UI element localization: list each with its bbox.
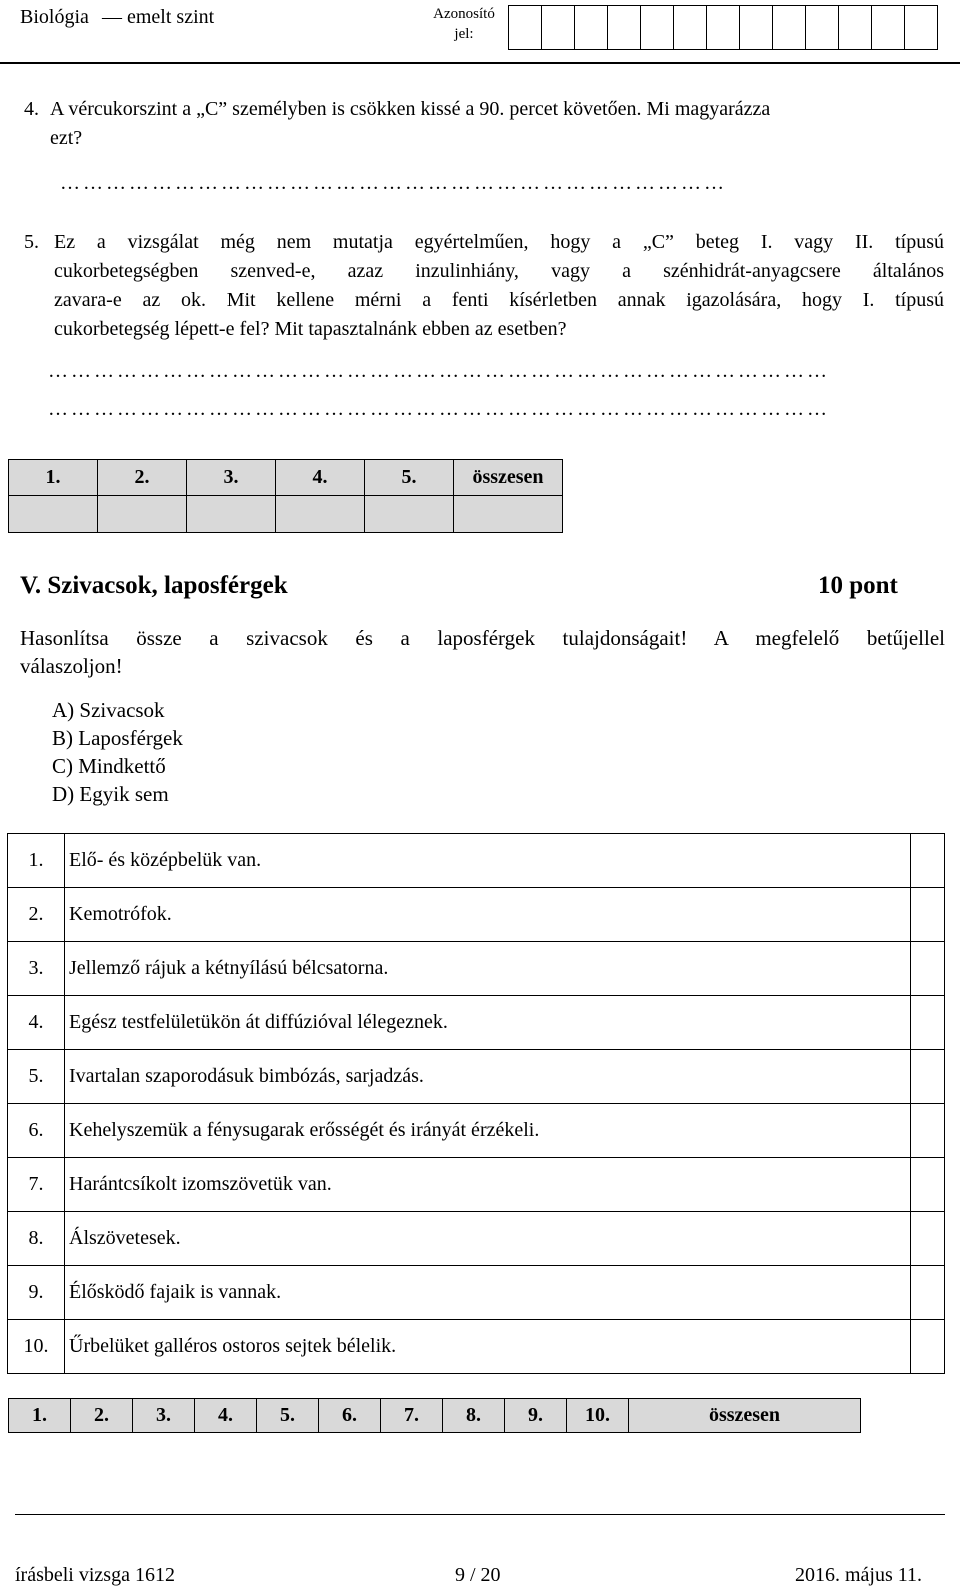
id-digit-box[interactable] — [508, 5, 542, 50]
section-points: 10 pont — [818, 572, 898, 599]
score-cell-header: 9. — [505, 1399, 567, 1433]
statement-row — [8, 1158, 945, 1212]
score-cell-header: 4. — [276, 460, 365, 496]
header-subject: Biológia — [20, 6, 89, 28]
footer-page: 9 / 20 — [455, 1564, 501, 1586]
id-digit-box[interactable] — [871, 5, 905, 50]
answer-cell[interactable] — [911, 888, 945, 942]
score-cell-header: összesen — [629, 1399, 861, 1433]
statement-row — [8, 1050, 945, 1104]
header-level: — emelt szint — [102, 6, 215, 28]
statement-row — [8, 1104, 945, 1158]
statement-number: 5. — [8, 1050, 65, 1104]
answer-cell[interactable] — [911, 1212, 945, 1266]
statement-text: Álszövetesek. — [65, 1212, 911, 1266]
question-4-line2: ezt? — [50, 127, 83, 149]
answer-cell[interactable] — [911, 834, 945, 888]
score-cell-header: 2. — [98, 460, 187, 496]
id-digit-box[interactable] — [706, 5, 740, 50]
statement-row — [8, 1320, 945, 1374]
option-b: B) Laposférgek — [52, 726, 183, 750]
answer-cell[interactable] — [911, 1050, 945, 1104]
statement-text: Jellemző rájuk a kétnyílású bélcsatorna. — [65, 942, 911, 996]
score-table-1-header — [9, 460, 563, 496]
id-digit-box[interactable] — [838, 5, 872, 50]
id-label — [424, 4, 504, 44]
score-input-cell[interactable] — [365, 496, 454, 533]
statement-number: 10. — [8, 1320, 65, 1374]
score-cell-header: 1. — [9, 460, 98, 496]
section-instruction — [20, 624, 945, 680]
id-digit-box[interactable] — [607, 5, 641, 50]
id-digit-box[interactable] — [904, 5, 938, 50]
statement-row — [8, 888, 945, 942]
statement-number: 7. — [8, 1158, 65, 1212]
id-digit-box[interactable] — [739, 5, 773, 50]
statement-row — [8, 834, 945, 888]
score-cell-header: 5. — [257, 1399, 319, 1433]
option-a: A) Szivacsok — [52, 698, 165, 722]
score-table-1 — [8, 459, 563, 533]
answer-line-4[interactable]: …………………………………………………………………………… — [60, 172, 727, 194]
score-cell-header: 4. — [195, 1399, 257, 1433]
statement-text: Űrbelüket galléros ostoros sejtek bélelik. — [65, 1320, 911, 1374]
question-4-number: 4. — [24, 98, 39, 120]
statement-number: 2. — [8, 888, 65, 942]
score-cell-header: összesen — [454, 460, 563, 496]
score-table-1-values — [9, 496, 563, 533]
id-digit-box[interactable] — [640, 5, 674, 50]
score-cell-header: 3. — [187, 460, 276, 496]
answer-cell[interactable] — [911, 1158, 945, 1212]
statement-row — [8, 1212, 945, 1266]
score-cell-header: 2. — [71, 1399, 133, 1433]
footer-rule — [15, 1514, 945, 1515]
score-input-cell[interactable] — [187, 496, 276, 533]
option-c: C) Mindkettő — [52, 754, 166, 778]
footer-date: 2016. május 11. — [795, 1564, 923, 1586]
statement-text: Kemotrófok. — [65, 888, 911, 942]
statement-text: Élősködő fajaik is vannak. — [65, 1266, 911, 1320]
instruction-line2: válaszoljon! — [20, 654, 123, 678]
statement-number: 1. — [8, 834, 65, 888]
answer-cell[interactable] — [911, 1320, 945, 1374]
statement-number: 8. — [8, 1212, 65, 1266]
question-5-line4: cukorbetegség lépett-e fel? Mit tapasztalnánk ebben az esetben? — [54, 318, 567, 340]
statement-row — [8, 942, 945, 996]
statement-text: Egész testfelületükön át diffúzióval lélegeznek. — [65, 996, 911, 1050]
section-title: V. Szivacsok, laposférgek — [20, 572, 288, 599]
statement-number: 9. — [8, 1266, 65, 1320]
score-input-cell[interactable] — [98, 496, 187, 533]
score-cell-header: 5. — [365, 460, 454, 496]
score-cell-header: 3. — [133, 1399, 195, 1433]
statement-row — [8, 1266, 945, 1320]
statement-row — [8, 996, 945, 1050]
answer-cell[interactable] — [911, 942, 945, 996]
id-digit-box[interactable] — [673, 5, 707, 50]
instruction-line1: Hasonlítsa össze a szivacsok és a laposférgek tulajdonságait! A megfelelő betűjellel — [20, 626, 945, 650]
answer-cell[interactable] — [911, 1104, 945, 1158]
id-label-line1: Azonosító — [433, 6, 495, 22]
statement-number: 4. — [8, 996, 65, 1050]
statement-text: Ivartalan szaporodásuk bimbózás, sarjadzás. — [65, 1050, 911, 1104]
footer-left: írásbeli vizsga 1612 — [15, 1564, 175, 1586]
id-digit-box[interactable] — [541, 5, 575, 50]
score-table-2-header — [9, 1399, 861, 1433]
id-label-line2: jel: — [454, 26, 474, 42]
score-input-cell[interactable] — [9, 496, 98, 533]
question-5-line1: Ez a vizsgálat még nem mutatja egyértelműen, hogy a „C” beteg I. vagy II. típusú — [54, 231, 944, 253]
score-cell-header: 10. — [567, 1399, 629, 1433]
id-digit-box[interactable] — [574, 5, 608, 50]
question-4-line1: A vércukorszint a „C” személyben is csökken kissé a 90. percet követően. Mi magyarázza — [50, 98, 771, 120]
question-5-line3: zavara-e az ok. Mit kellene mérni a fenti kísérletben annak igazolására, hogy I. típusú — [54, 289, 944, 311]
question-5 — [24, 228, 944, 344]
options-list — [52, 696, 183, 808]
score-table-2 — [8, 1398, 861, 1433]
id-digit-box[interactable] — [772, 5, 806, 50]
header-rule — [0, 62, 960, 64]
statement-text: Elő- és középbelük van. — [65, 834, 911, 888]
answer-cell[interactable] — [911, 996, 945, 1050]
score-cell-header: 7. — [381, 1399, 443, 1433]
question-4 — [24, 95, 944, 153]
question-5-number: 5. — [24, 231, 39, 253]
statement-number: 3. — [8, 942, 65, 996]
score-cell-header: 8. — [443, 1399, 505, 1433]
id-digit-box[interactable] — [805, 5, 839, 50]
statement-number: 6. — [8, 1104, 65, 1158]
question-5-line2: cukorbetegségben szenved-e, azaz inzulinhiány, vagy a szénhidrát-anyagcsere általános — [54, 260, 944, 282]
answer-line-5a[interactable]: ………………………………………………………………………………………… — [48, 360, 830, 382]
statement-text: Kehelyszemük a fénysugarak erősségét és irányát érzékeli. — [65, 1104, 911, 1158]
score-input-cell[interactable] — [276, 496, 365, 533]
answer-cell[interactable] — [911, 1266, 945, 1320]
answer-line-5b[interactable]: ………………………………………………………………………………………… — [48, 398, 830, 420]
statements-table — [7, 833, 945, 1374]
score-cell-header: 1. — [9, 1399, 71, 1433]
statement-text: Harántcsíkolt izomszövetük van. — [65, 1158, 911, 1212]
score-input-cell[interactable] — [454, 496, 563, 533]
option-d: D) Egyik sem — [52, 782, 169, 806]
score-cell-header: 6. — [319, 1399, 381, 1433]
